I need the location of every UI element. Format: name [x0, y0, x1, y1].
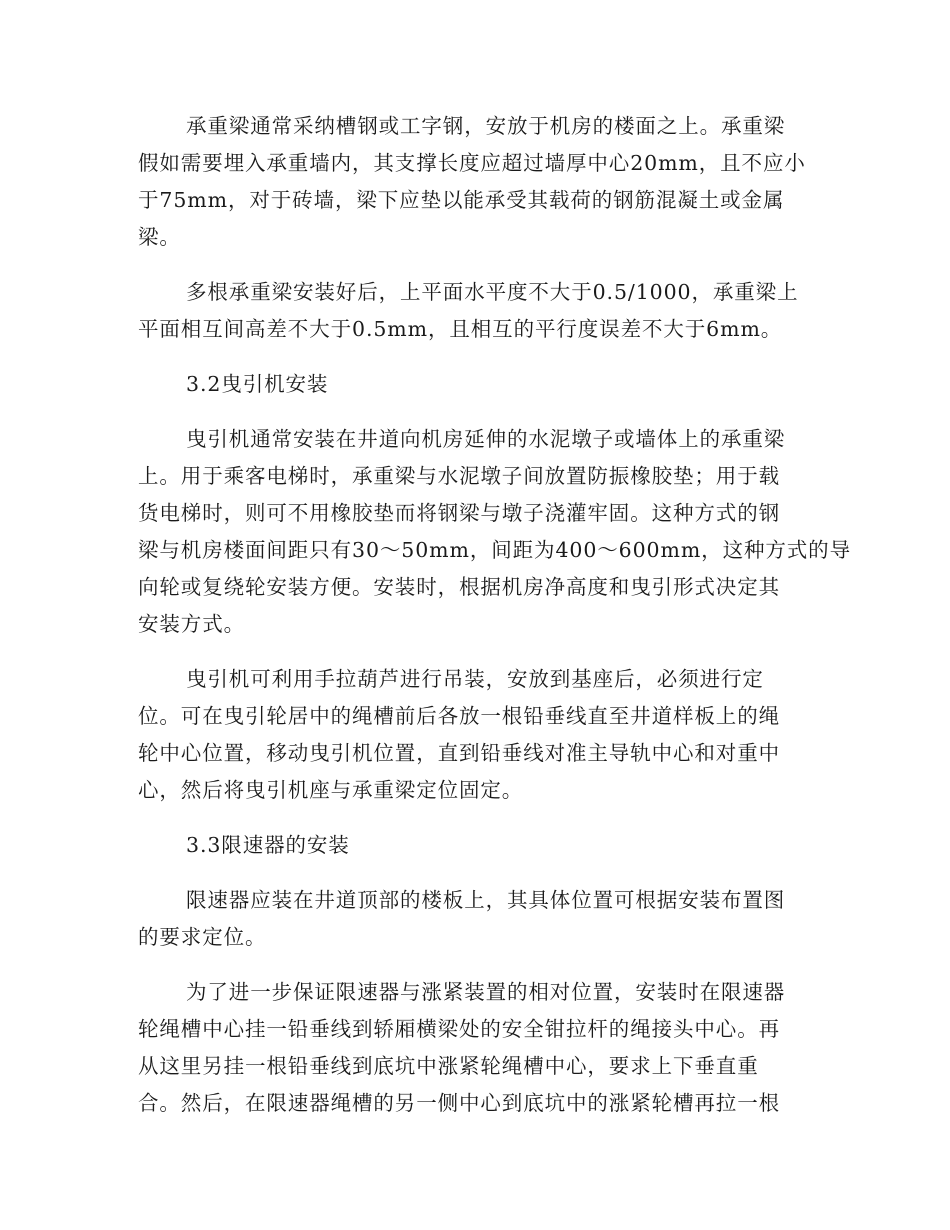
text-line: 的要求定位。	[138, 925, 267, 949]
document-body	[138, 108, 851, 1140]
text-line: 向轮或复绕轮安装方便。安装时，根据机房净高度和曳引形式决定其	[138, 575, 780, 599]
text-line: 梁。	[138, 225, 181, 249]
body-paragraph	[138, 274, 802, 348]
section-heading	[138, 827, 802, 864]
body-paragraph	[138, 661, 802, 809]
text-line: 限速器应装在井道顶部的楼板上，其具体位置可根据安装布置图	[186, 888, 786, 912]
text-line: 心，然后将曳引机座与承重梁定位固定。	[138, 778, 524, 802]
text-line: 3.2曳引机安装	[186, 372, 329, 396]
text-line: 3.3限速器的安装	[186, 833, 350, 857]
text-line: 曳引机通常安装在井道向机房延伸的水泥墩子或墙体上的承重梁	[186, 427, 786, 451]
body-paragraph	[138, 108, 806, 256]
text-line: 位。可在曳引轮居中的绳槽前后各放一根铅垂线直至井道样板上的绳	[138, 704, 780, 728]
text-line: 平面相互间高差不大于0.5mm，且相互的平行度误差不大于6mm。	[138, 317, 783, 341]
text-line: 梁与机房楼面间距只有30～50mm，间距为400～600mm，这种方式的导	[138, 538, 851, 562]
body-paragraph	[138, 421, 851, 643]
text-line: 轮中心位置，移动曳引机位置，直到铅垂线对准主导轨中心和对重中	[138, 741, 780, 765]
text-line: 上。用于乘客电梯时，承重梁与水泥墩子间放置防振橡胶垫；用于载	[138, 464, 780, 488]
text-line: 货电梯时，则可不用橡胶垫而将钢梁与墩子浇灌牢固。这种方式的钢	[138, 501, 780, 525]
text-line: 从这里另挂一根铅垂线到底坑中涨紧轮绳槽中心，要求上下垂直重	[138, 1054, 759, 1078]
body-paragraph	[138, 974, 802, 1122]
section-heading	[138, 366, 802, 403]
text-line: 于75mm，对于砖墙，梁下应垫以能承受其载荷的钢筋混凝土或金属	[138, 188, 785, 212]
text-line: 为了进一步保证限速器与涨紧装置的相对位置，安装时在限速器	[186, 980, 786, 1004]
body-paragraph	[138, 882, 802, 956]
text-line: 合。然后，在限速器绳槽的另一侧中心到底坑中的涨紧轮槽再拉一根	[138, 1091, 780, 1115]
text-line: 假如需要埋入承重墙内，其支撑长度应超过墙厚中心20mm，且不应小	[138, 151, 806, 175]
text-line: 曳引机可利用手拉葫芦进行吊装，安放到基座后，必须进行定	[186, 667, 764, 691]
text-line: 轮绳槽中心挂一铅垂线到轿厢横梁处的安全钳拉杆的绳接头中心。再	[138, 1017, 780, 1041]
text-line: 承重梁通常采纳槽钢或工字钢，安放于机房的楼面之上。承重梁	[186, 114, 786, 138]
text-line: 多根承重梁安装好后，上平面水平度不大于0.5/1000，承重梁上	[186, 280, 799, 304]
text-line: 安装方式。	[138, 612, 245, 636]
